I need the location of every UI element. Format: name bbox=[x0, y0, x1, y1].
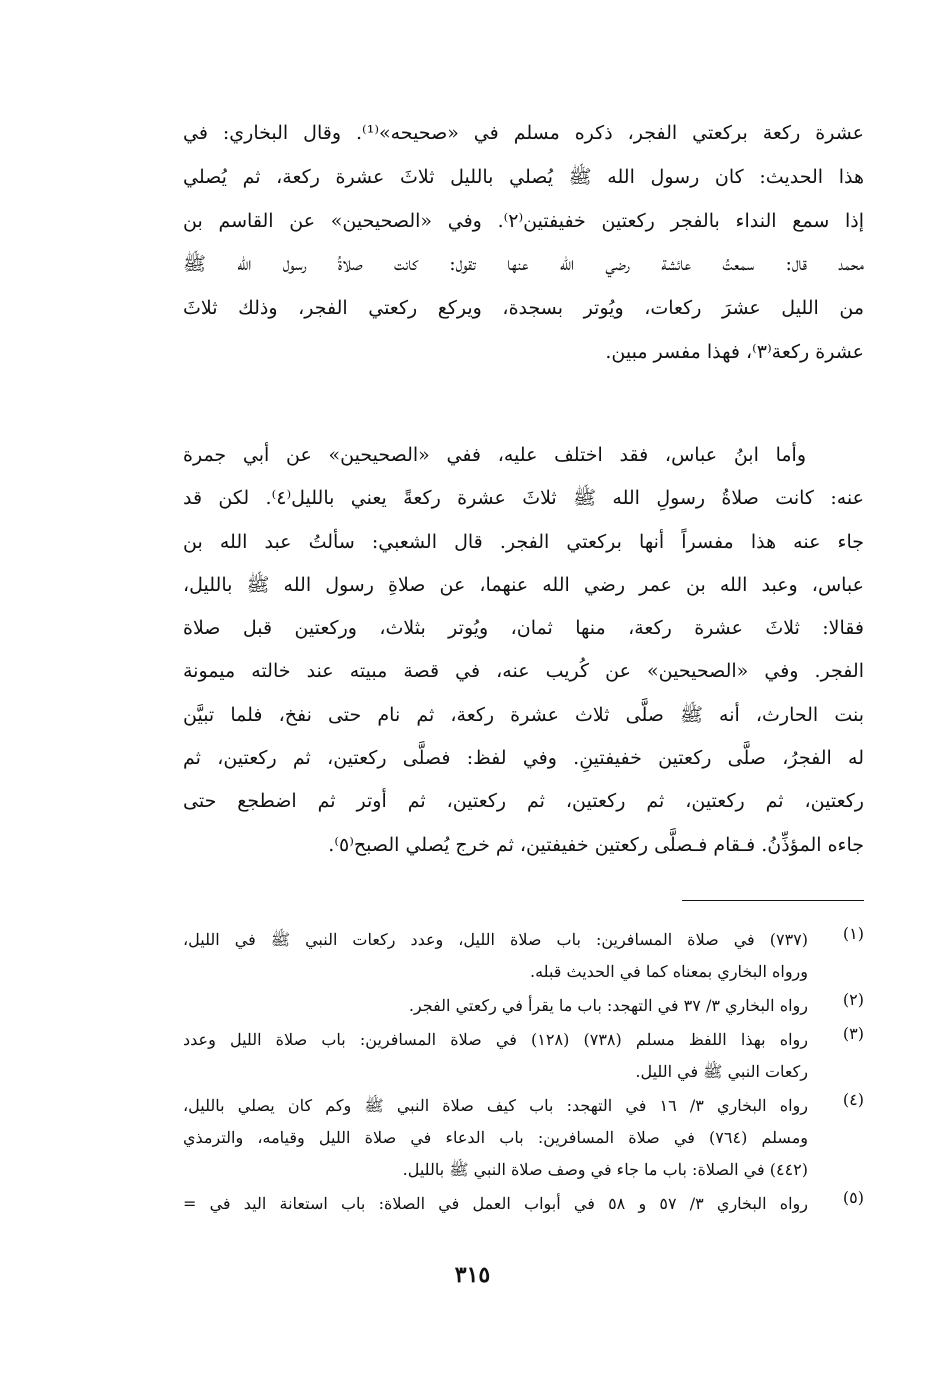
text-line: عباس، وعبد الله بن عمر رضي الله عنهما، عن صلاةِ رسول الله ﷺ بالليل، bbox=[183, 573, 864, 596]
text-line: الفجر. وفي «الصحيحين» عن كُريب عنه، في قصة مبيته عند خالته ميمونة bbox=[183, 660, 864, 683]
paragraph-2 bbox=[183, 434, 864, 867]
text-line: محمد قال: سمعتُ عائشة رضي الله عنها تقول: كانت صلاةُ رسول الله ﷺ bbox=[183, 253, 864, 276]
footnote-line: ركعات النبي ﷺ في الليل. bbox=[635, 1062, 808, 1081]
footnote bbox=[183, 990, 864, 1022]
footnote-number: (٥) bbox=[842, 1188, 864, 1207]
footnote-number: (٤) bbox=[842, 1090, 864, 1109]
text-line: من الليل عشرَ ركعات، ويُوتر بسجدة، ويركع ركعتي الفجر، وذلك ثلاثَ bbox=[183, 297, 864, 320]
paragraph-1 bbox=[183, 112, 864, 375]
footnotes bbox=[183, 924, 864, 1222]
footnote-line: رواه بهذا اللفظ مسلم (٧٣٨) (١٢٨) في صلاة المسافرين: باب صلاة الليل وعدد bbox=[183, 1030, 808, 1049]
text-line: عشرة ركعة بركعتي الفجر، ذكره مسلم في «صحيحه»⁽¹⁾. وقال البخاري: في bbox=[183, 122, 864, 144]
footnote-line: ورواه البخاري بمعناه كما في الحديث قبله. bbox=[529, 962, 808, 981]
footnote bbox=[183, 1188, 864, 1220]
footnote-line: رواه البخاري ٣/ ١٦ في التهجد: باب كيف صلاة النبي ﷺ وكم كان يصلي بالليل، bbox=[183, 1096, 808, 1115]
footnote-line: (٧٣٧) في صلاة المسافرين: باب صلاة الليل، وعدد ركعات النبي ﷺ في الليل، bbox=[183, 930, 808, 949]
text-line: عنه: كانت صلاةُ رسولِ الله ﷺ ثلاثَ عشرة ركعةً يعني بالليل⁽٤⁾. لكن قد bbox=[183, 487, 864, 510]
footnote-number: (٢) bbox=[842, 990, 864, 1009]
text-line: وأما ابنُ عباس، فقد اختلف عليه، ففي «الصحيحين» عن أبي جمرة bbox=[183, 444, 806, 466]
page-number: ٣١٥ bbox=[454, 1262, 491, 1288]
text-line: جاءه المؤذِّنُ. فـقام فـصلَّى ركعتين خفيفتين، ثم خرج يُصلي الصبح⁽٥⁾. bbox=[328, 833, 864, 856]
text-line: إذا سمع النداء بالفجر ركعتين خفيفتين⁽٢⁾. وفي «الصحيحين» عن القاسم بن bbox=[183, 209, 864, 232]
footnote-number: (١) bbox=[842, 924, 864, 943]
footnote-line: (٤٤٢) في الصلاة: باب ما جاء في وصف صلاة النبي ﷺ بالليل. bbox=[402, 1160, 808, 1179]
footnote-number: (٣) bbox=[842, 1024, 864, 1043]
text-line: فقالا: ثلاثَ عشرة ركعة، منها ثمان، ويُوتر بثلاث، وركعتين قبل صلاة bbox=[183, 617, 864, 640]
text-line: ركعتين، ثم ركعتين، ثم ركعتين، ثم ركعتين، ثم أوتر ثم اضطجع حتى bbox=[183, 790, 864, 813]
footnote bbox=[183, 1090, 864, 1186]
text-line: له الفجرُ، صلَّى ركعتين خفيفتينِ. وفي لفظ: فصلَّى ركعتين، ثم ركعتين، ثم bbox=[183, 747, 864, 770]
text-line: هذا الحديث: كان رسول الله ﷺ يُصلي بالليل ثلاثَ عشرة ركعة، ثم يُصلي bbox=[183, 165, 864, 188]
footnote bbox=[183, 1024, 864, 1088]
footnote-line: ومسلم (٧٦٤) في صلاة المسافرين: باب الدعاء في صلاة الليل وقيامه، والترمذي bbox=[183, 1128, 808, 1147]
text-line: بنت الحارث، أنه ﷺ صلَّى ثلاث عشرة ركعة، ثم نام حتى نفخ، فلما تبيَّن bbox=[183, 703, 864, 726]
footnote-line: رواه البخاري ٣/ ٥٧ و ٥٨ في أبواب العمل في الصلاة: باب استعانة اليد في = bbox=[183, 1194, 808, 1213]
text-line: عشرة ركعة⁽٣⁾، فهذا مفسر مبين. bbox=[605, 340, 864, 363]
text-line: جاء عنه هذا مفسراً أنها بركعتي الفجر. قال الشعبي: سألتُ عبد الله بن bbox=[183, 530, 864, 553]
footnote bbox=[183, 924, 864, 988]
footnote-separator bbox=[682, 900, 864, 901]
footnote-line: رواه البخاري ٣/ ٣٧ في التهجد: باب ما يقرأ في ركعتي الفجر. bbox=[408, 996, 808, 1015]
